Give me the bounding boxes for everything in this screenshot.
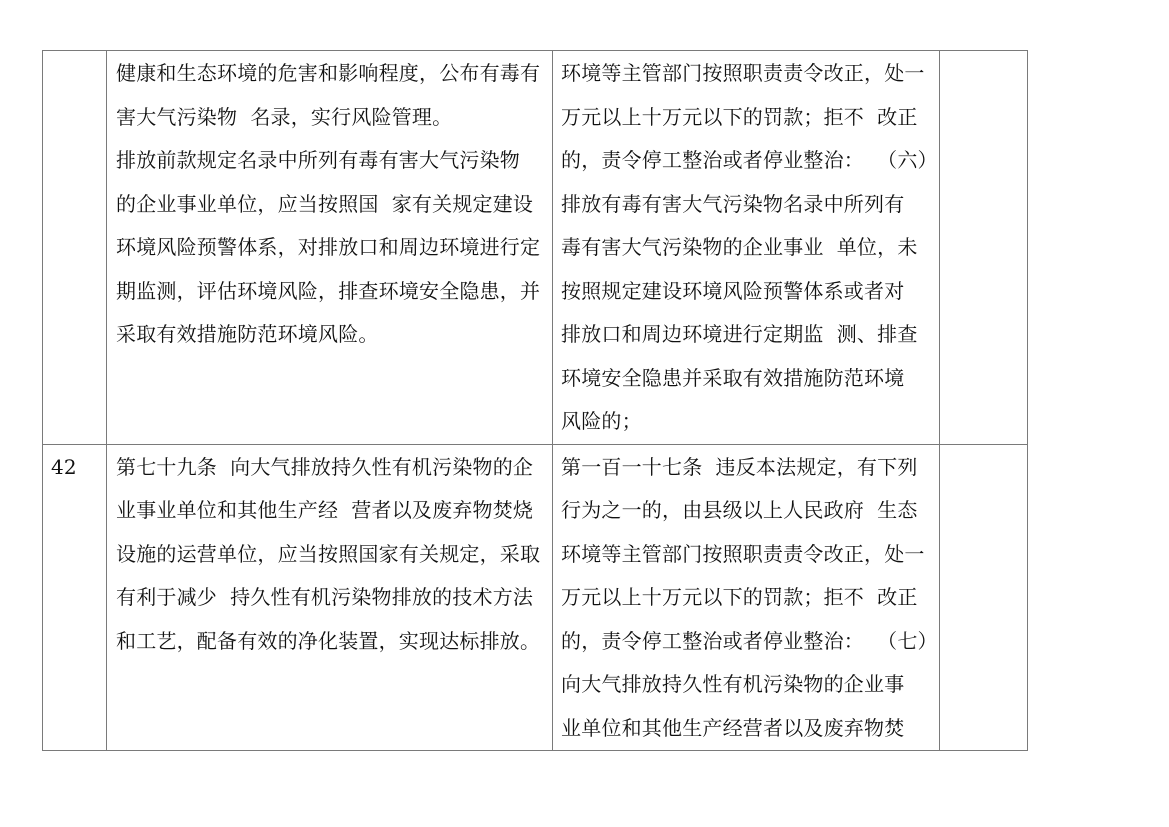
penalty-line: 的，责令停工整治或者停业整治： （六） [561,148,938,172]
article-line: 健康和生态环境的危害和影响程度，公布有毒有 [116,61,541,85]
penalty-line: 向大气排放持久性有机污染物的企业事 [561,672,905,696]
article-line: 有利于减少 持久性有机污染物排放的技术方法 [116,585,534,609]
article-line: 第七十九条 向大气排放持久性有机污染物的企 [116,454,534,479]
penalty-line: 排放口和周边环境进行定期监 测、排查 [561,322,918,346]
article-line: 期监测，评估环境风险，排查环境安全隐患，并 [116,278,541,303]
row-number-cell [43,51,107,445]
article-line: 的企业事业单位，应当按照国 家有关规定建设 [116,191,534,216]
penalty-cell [553,51,940,445]
penalty-line: 第一百一十七条 违反本法规定，有下列 [561,454,918,479]
article-line: 害大气污染物 名录，实行风险管理。 [116,104,453,129]
law-comparison-table [42,50,1028,751]
article-line: 采取有效措施防范环境风险。 [116,322,379,346]
article-line: 设施的运营单位，应当按照国家有关规定，采取 [116,541,541,566]
penalty-line: 环境安全隐患并采取有效措施防范环境 [561,365,905,390]
penalty-line: 排放有毒有害大气污染物名录中所列有 [561,191,905,216]
penalty-line: 业单位和其他生产经营者以及废弃物焚 [561,715,905,740]
table-row [43,51,1028,445]
row-number-cell [43,444,107,751]
row-number: 42 [51,454,77,479]
article-line: 排放前款规定名录中所列有毒有害大气污染物 [116,148,520,172]
note-cell [940,51,1028,445]
penalty-line: 风险的； [561,409,642,433]
penalty-line: 环境等主管部门按照职责责令改正，处一 [561,61,925,85]
penalty-line: 万元以上十万元以下的罚款；拒不 改正 [561,585,918,609]
article-cell [107,51,553,445]
article-line: 和工艺，配备有效的净化装置，实现达标排放。 [116,628,541,653]
penalty-line: 万元以上十万元以下的罚款；拒不 改正 [561,104,918,129]
penalty-line: 环境等主管部门按照职责责令改正，处一 [561,541,925,566]
article-line: 环境风险预警体系，对排放口和周边环境进行定 [116,235,541,259]
penalty-line: 的，责令停工整治或者停业整治： （七） [561,628,938,653]
article-line: 业事业单位和其他生产经 营者以及废弃物焚烧 [116,498,534,522]
note-cell [940,444,1028,751]
table-row [43,444,1028,751]
penalty-line: 毒有害大气污染物的企业事业 单位，未 [561,235,918,259]
penalty-line: 行为之一的，由县级以上人民政府 生态 [561,498,918,522]
penalty-cell [553,444,940,751]
penalty-line: 按照规定建设环境风险预警体系或者对 [561,278,905,303]
article-cell [107,444,553,751]
